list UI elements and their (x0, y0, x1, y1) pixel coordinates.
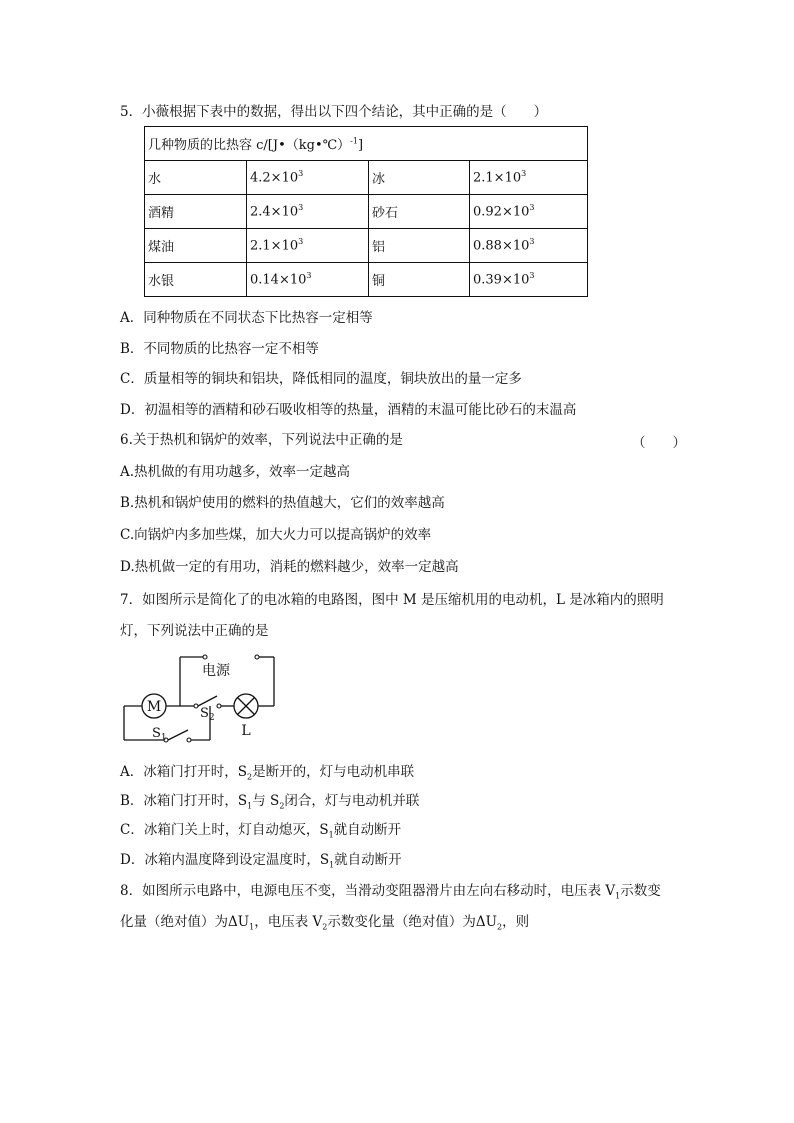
specific-heat-value: $0.88\times 10^3$ (470, 229, 588, 263)
table-header-row (145, 127, 588, 161)
q6-answer-paren: （ ） (632, 435, 686, 451)
specific-heat-value: $2.4\times 10^3$ (247, 195, 369, 229)
power-terminal-right (255, 655, 259, 659)
q5-option-b: B．不同物质的比热容一定不相等 (120, 341, 319, 357)
q5-option-d: D．初温相等的酒精和砂石吸收相等的热量，酒精的末温可能比砂石的末温高 (120, 402, 577, 418)
specific-heat-value: $0.14\times 10^3$ (247, 263, 369, 297)
q6-option-d: D.热机做一定的有用功，消耗的燃料越少，效率一定越高 (120, 559, 459, 575)
substance-name: 铝 (369, 229, 470, 263)
s2-label: $S_2$ (200, 706, 215, 723)
substance-name: 铜 (369, 263, 470, 297)
table-row (145, 195, 588, 229)
table-title (145, 127, 588, 161)
q8-stem-line1: 8．如图所示电路中，电源电压不变，当滑动变阻器滑片由左向右移动时，电压表 $V_1$示数变 (120, 883, 661, 901)
specific-heat-value: $4.2\times 10^3$ (247, 161, 369, 195)
q7-option-a: A．冰箱门打开时，$S_2$是断开的，灯与电动机串联 (120, 764, 415, 782)
s2-contact-left (194, 704, 198, 708)
q7-stem-line2: 灯，下列说法中正确的是 (120, 623, 269, 639)
substance-name: 水 (145, 161, 247, 195)
specific-heat-value: $0.92\times 10^3$ (470, 195, 588, 229)
power-source-label: 电源 (202, 663, 230, 679)
q7-option-d: D．冰箱内温度降到设定温度时，$S_1$就自动断开 (120, 852, 402, 870)
table-title-exponent: -1 (350, 136, 358, 146)
table-row (145, 229, 588, 263)
table-row (145, 263, 588, 297)
substance-name: 水银 (145, 263, 247, 297)
lamp-label: L (241, 723, 251, 739)
refrigerator-circuit-diagram (118, 650, 288, 750)
q6-option-c: C.向锅炉内多加些煤，加大火力可以提高锅炉的效率 (120, 527, 432, 543)
q6-option-b: B.热机和锅炉使用的燃料的热值越大，它们的效率越高 (120, 495, 445, 511)
substance-name: 冰 (369, 161, 470, 195)
table-row (145, 161, 588, 195)
specific-heat-value: $2.1\times 10^3$ (247, 229, 369, 263)
table-title-bracket: ] (357, 138, 364, 153)
substance-name: 煤油 (145, 229, 247, 263)
q5-option-c: C．质量相等的铜块和铝块，降低相同的温度，铜块放出的量一定多 (120, 371, 522, 387)
q8-stem-line2: 化量（绝对值）为$\Delta U_1$，电压表 $V_2$示数变化量（绝对值）为$\Delta U_2$，则 (120, 914, 530, 932)
substance-name: 砂石 (369, 195, 470, 229)
q7-stem-line1: 7．如图所示是简化了的电冰箱的电路图，图中 M 是压缩机用的电动机，L 是冰箱内的照明 (120, 592, 664, 608)
specific-heat-value: $0.39\times 10^3$ (470, 263, 588, 297)
power-terminal-left (203, 655, 207, 659)
q5-option-a: A．同种物质在不同状态下比热容一定相等 (120, 310, 373, 326)
specific-heat-table (144, 126, 588, 297)
s1-label: $S_1$ (152, 726, 167, 743)
q5-stem: 5．小薇根据下表中的数据，得出以下四个结论，其中正确的是（ ） (120, 104, 548, 120)
s2-contact-right (217, 704, 221, 708)
s1-contact-right (187, 738, 191, 742)
specific-heat-value: $2.1\times 10^3$ (470, 161, 588, 195)
q7-option-c: C．冰箱门关上时，灯自动熄灭，$S_1$就自动断开 (120, 822, 402, 840)
motor-label: M (146, 699, 162, 715)
q6-stem: 6.关于热机和锅炉的效率，下列说法中正确的是 (120, 432, 403, 448)
substance-name: 酒精 (145, 195, 247, 229)
q7-option-b: B．冰箱门打开时，$S_1$与 $S_2$闭合，灯与电动机并联 (120, 793, 420, 811)
table-title-text: 几种物质的比热容 c/[J•（kg•℃） (148, 138, 351, 153)
q6-option-a: A.热机做的有用功越多，效率一定越高 (120, 464, 351, 480)
